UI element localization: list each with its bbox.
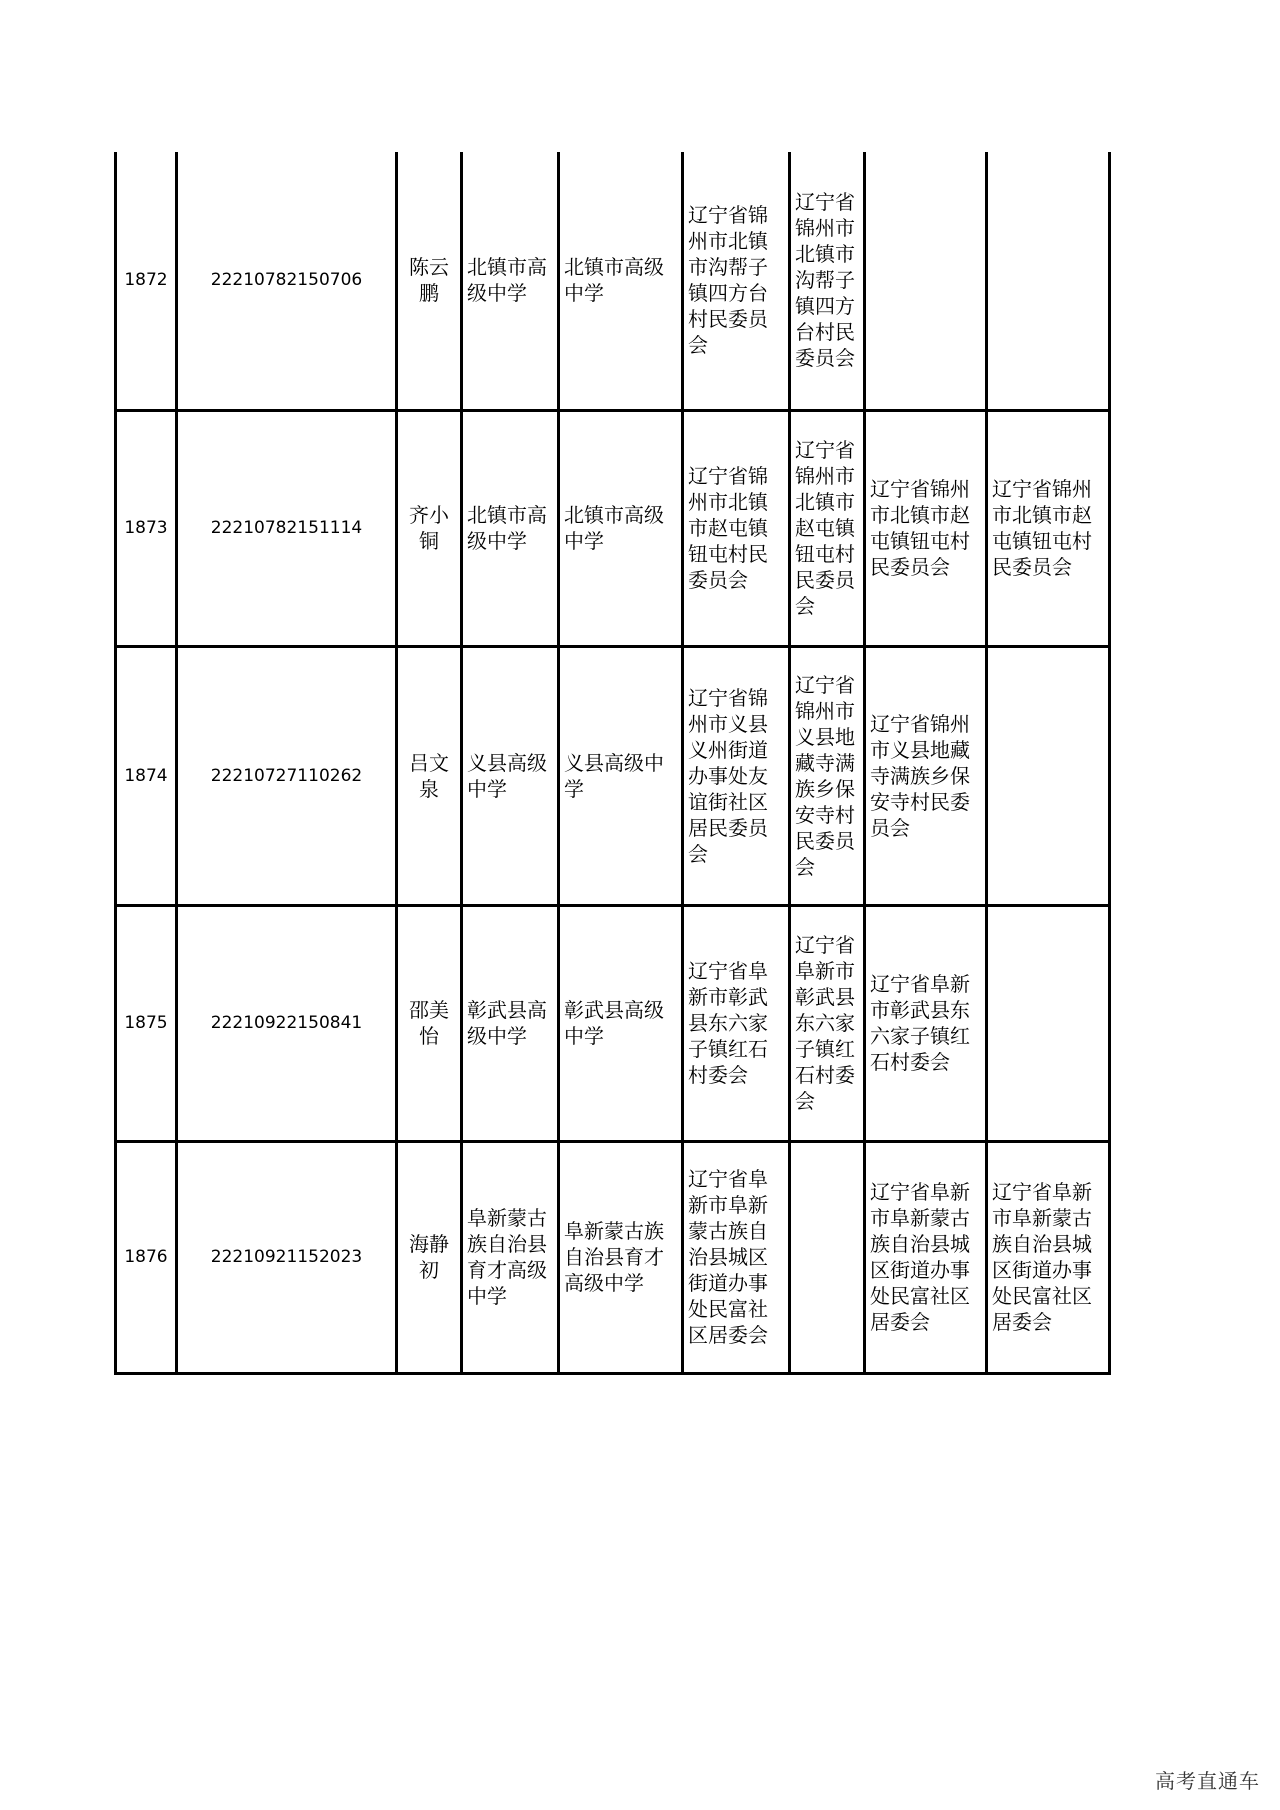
- row-number: 1874: [116, 646, 177, 905]
- school-full-name: 北镇市高级中学: [559, 410, 683, 646]
- address-cell: 辽宁省锦州市北镇市赵屯镇钮屯村民委员会: [987, 410, 1110, 646]
- school-name: 阜新蒙古族自治县育才高级中学: [462, 1141, 559, 1373]
- address-cell: 辽宁省阜新市彰武县东六家子镇红石村委会: [865, 905, 987, 1141]
- exam-id: 22210727110262: [177, 646, 397, 905]
- exam-id: 22210782150706: [177, 152, 397, 410]
- exam-id: 22210782151114: [177, 410, 397, 646]
- student-name: 海静初: [397, 1141, 462, 1373]
- watermark: 高考直通车: [1155, 1769, 1260, 1793]
- student-name: 陈云鹏: [397, 152, 462, 410]
- candidate-table: [114, 152, 1111, 1375]
- table-body: [116, 152, 1110, 1373]
- address-cell: [987, 152, 1110, 410]
- exam-id: 22210922150841: [177, 905, 397, 1141]
- address-cell: [865, 152, 987, 410]
- row-number: 1876: [116, 1141, 177, 1373]
- address-cell: [987, 646, 1110, 905]
- address-cell: 辽宁省阜新市阜新蒙古族自治县城区街道办事处民富社区居委会: [865, 1141, 987, 1373]
- candidate-table-wrapper: [114, 152, 1108, 1375]
- school-full-name: 彰武县高级中学: [559, 905, 683, 1141]
- student-name: 邵美怡: [397, 905, 462, 1141]
- address-cell: 辽宁省锦州市义县地藏寺满族乡保安寺村民委员会: [790, 646, 865, 905]
- table-row: [116, 905, 1110, 1141]
- address-cell: 辽宁省阜新市阜新蒙古族自治县城区街道办事处民富社区居委会: [987, 1141, 1110, 1373]
- table-row: [116, 410, 1110, 646]
- address-cell: 辽宁省锦州市北镇市赵屯镇钮屯村民委员会: [865, 410, 987, 646]
- address-cell: 辽宁省锦州市北镇市沟帮子镇四方台村民委员会: [683, 152, 790, 410]
- school-full-name: 阜新蒙古族自治县育才高级中学: [559, 1141, 683, 1373]
- school-full-name: 义县高级中学: [559, 646, 683, 905]
- table-row: [116, 152, 1110, 410]
- table-row: [116, 646, 1110, 905]
- row-number: 1875: [116, 905, 177, 1141]
- address-cell: 辽宁省锦州市北镇市赵屯镇钮屯村民委员会: [790, 410, 865, 646]
- school-full-name: 北镇市高级中学: [559, 152, 683, 410]
- table-row: [116, 1141, 1110, 1373]
- address-cell: 辽宁省锦州市义县义州街道办事处友谊街社区居民委员会: [683, 646, 790, 905]
- student-name: 齐小铜: [397, 410, 462, 646]
- school-name: 彰武县高级中学: [462, 905, 559, 1141]
- row-number: 1873: [116, 410, 177, 646]
- student-name: 吕文泉: [397, 646, 462, 905]
- school-name: 北镇市高级中学: [462, 410, 559, 646]
- address-cell: 辽宁省阜新市阜新蒙古族自治县城区街道办事处民富社区居委会: [683, 1141, 790, 1373]
- school-name: 义县高级中学: [462, 646, 559, 905]
- school-name: 北镇市高级中学: [462, 152, 559, 410]
- address-cell: 辽宁省阜新市彰武县东六家子镇红石村委会: [683, 905, 790, 1141]
- row-number: 1872: [116, 152, 177, 410]
- address-cell: [790, 1141, 865, 1373]
- address-cell: [987, 905, 1110, 1141]
- exam-id: 22210921152023: [177, 1141, 397, 1373]
- address-cell: 辽宁省锦州市北镇市沟帮子镇四方台村民委员会: [790, 152, 865, 410]
- address-cell: 辽宁省锦州市义县地藏寺满族乡保安寺村民委员会: [865, 646, 987, 905]
- address-cell: 辽宁省阜新市彰武县东六家子镇红石村委会: [790, 905, 865, 1141]
- address-cell: 辽宁省锦州市北镇市赵屯镇钮屯村民委员会: [683, 410, 790, 646]
